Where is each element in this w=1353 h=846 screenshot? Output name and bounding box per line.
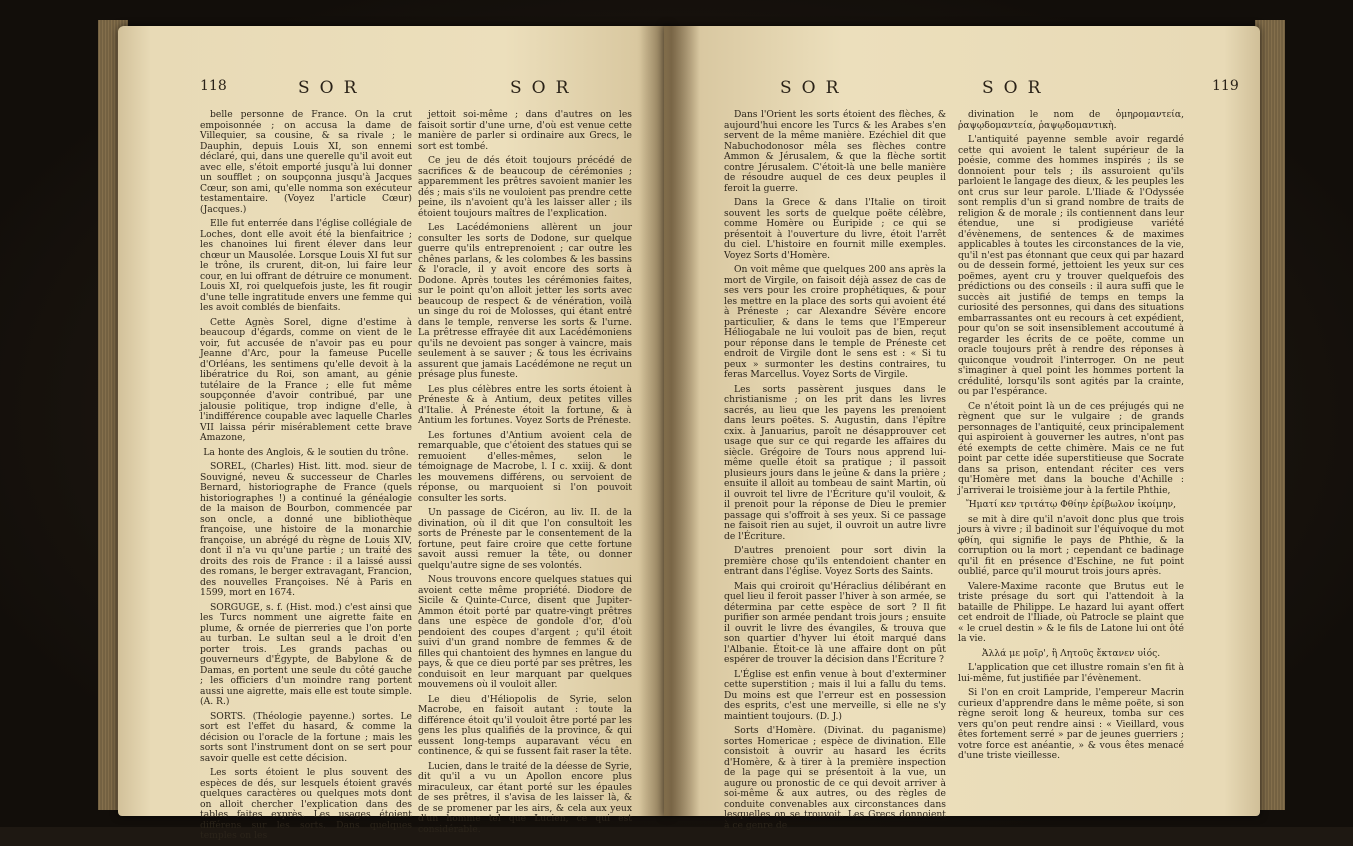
- paragraph: SORGUGE, s. f. (Hist. mod.) c'est ainsi que les Turcs nomment une aigrette faite en plume, & ornée de pierreries que l'on porte au turban. Le sultan seul a le droit d'en porter trois. Les grands pachas ou gouverneurs d'Égypte, de Babylone & de Damas, en portent une seule du côté gauche ; les officiers d'un moindre rang portent aussi une aigrette, mais elle est toute simple. (A. R.): [200, 601, 412, 707]
- right-running-head-col2: SOR: [982, 78, 1051, 98]
- paragraph: Les sorts passèrent jusques dans le christianisme ; on les prit dans les livres sacrés, au lieu que les payens les prenoient dans leurs poëtes. S. Augustin, dans l'épître cxix. à Januarius, paroît ne désapprouver cet usage que sur ce qui regarde les affaires du siècle. Grégoire de Tours nous apprend lui-même quelle étoit sa pratique ; il passoit plusieurs jours dans le jeûne & dans la prière ; ensuite il alloit au tombeau de saint Martin, où il ouvroit tel livre de l'Écriture qu'il vouloit, & il prenoit pour la réponse de Dieu le premier passage qui s'offroit à ses yeux. Si ce passage ne faisoit rien au sujet, il ouvroit un autre livre de l'Écriture.: [724, 383, 946, 542]
- right-page-number: 119: [1212, 78, 1239, 94]
- paragraph: Dans l'Orient les sorts étoient des flèches, & aujourd'hui encore les Turcs & les Arabes s'en servent de la même manière. Ezéchiel dit que Nabuchodonosor mêla ses flèches contre Ammon & Jérusalem, & que la flèche sortit contre Jérusalem. C'étoit-là une belle manière de résoudre auquel de ces deux peuples il feroit la guerre.: [724, 109, 946, 194]
- paragraph: L'Église est enfin venue à bout d'exterminer cette superstition ; mais il lui a fallu du tems. Du moins est que l'erreur est en possession des esprits, c'est une merveille, si elle ne s'y maintient toujours. (D. J.): [724, 668, 946, 722]
- paragraph: SORTS. (Théologie payenne.) sortes. Le sort est l'effet du hasard, & comme la décision ou l'oracle de la fortune ; mais les sorts sont l'instrument dont on se sert pour savoir quelle est cette décision.: [200, 710, 412, 764]
- paragraph: belle personne de France. On la crut empoisonnée ; on accusa la dame de Villequier, sa cousine, & sa rivale ; le Dauphin, depuis Louis XI, son ennemi déclaré, qui, dans une querelle qu'il avoit eut avec elle, s'étoit emporté jusqu'à lui donner un soufflet ; on soupçonna jusqu'à Jacques Cœur, son ami, qu'elle nomma son exécuteur testamentaire. (Voyez l'article Cœur) (Jacques.): [200, 109, 412, 215]
- paragraph: Les Lacédémoniens allèrent un jour consulter les sorts de Dodone, sur quelque guerre qu'ils entreprenoient ; car outre les chênes parlans, & les colombes & les bassins & l'oracle, il y avoit encore des sorts à Dodone. Après toutes les cérémonies faites, sur le point qu'on alloit jetter les sorts avec beaucoup de respect & de vénération, voilà un singe du roi de Molosses, qui étant entré dans le temple, renverse les sorts & l'urne. La prêtresse effrayée dit aux Lacédémoniens qu'ils ne devoient pas songer à vaincre, mais seulement à se sauver ; & tous les écrivains assurent que jamais Lacédémone ne reçut un présage plus funeste.: [418, 222, 632, 380]
- paragraph: L'application que cet illustre romain s'en fit à lui-même, fut justifiée par l'évènement.: [958, 662, 1184, 684]
- paragraph: Les sorts étoient le plus souvent des espèces de dés, sur lesquels étoient gravés quelques caractères ou quelques mots dont on alloit chercher l'explication dans des tables faites exprès. Les usages étoient différens sur les sorts. Dans quelques temples on les: [200, 767, 412, 841]
- right-column-2: [958, 110, 1184, 766]
- left-running-head-col2: SOR: [510, 78, 579, 98]
- paragraph: Nous trouvons encore quelques statues qui avoient cette même propriété. Diodore de Sicile & Quinte-Curce, disent que Jupiter-Ammon étoit porté par quatre-vingt prêtres dans une espèce de gondole d'or, d'où pendoient des coupes d'argent ; qu'il étoit suivi d'un grand nombre de femmes & de filles qui chantoient des hymnes en langue du pays, & que ce dieu porté par ses prêtres, les conduisoit en leur marquant par quelques mouvemens où il vouloit aller.: [418, 574, 632, 690]
- greek-verse: Ἤματί κεν τριτάτῳ Φθίην ἐρίβωλον ἱκοίμην,: [965, 499, 1177, 510]
- paragraph: Le dieu d'Héliopolis de Syrie, selon Macrobe, en faisoit autant : toute la différence étoit qu'il vouloit être porté par les gens les plus qualifiés de la province, & qui eussent long-temps auparavant vécu en continence, & qui se fussent fait raser la tête.: [418, 693, 632, 757]
- paragraph: Lucien, dans le traité de la déesse de Syrie, dit qu'il a vu un Apollon encore plus miraculeux, car étant porté sur les épaules de ses prêtres, il s'avisa de les laisser là, & de se promener par les airs, & cela aux yeux d'un homme tel que Lucien, ce qui est considérable.: [418, 760, 632, 835]
- paragraph: SOREL, (Charles) Hist. litt. mod. sieur de Souvigné, neveu & successeur de Charles Bernard, historiographe de France (quels historiographes !) a continué la généalogie de la maison de Bourbon, commencée par son oncle, a donné une bibliothèque françoise, une histoire de la monarchie françoise, un abrégé du règne de Louis XIV, dont il n'a vu qu'une partie ; un traité des droits des rois de France : il a laissé aussi des romans, le berger extravagant, Francion, des nouvelles Françoises. Né à Paris en 1599, mort en 1674.: [200, 461, 412, 598]
- right-column-1: [724, 110, 946, 835]
- paragraph: Mais qui croiroit qu'Héraclius délibérant en quel lieu il feroit passer l'hiver à son armée, se détermina par cette espèce de sort ? Il fit purifier son armée pendant trois jours ; ensuite il ouvrit le livre des évangiles, & trouva que son quartier d'hyver lui étoit marqué dans l'Albanie. Étoit-ce là une affaire dont on pût espérer de trouver la décision dans l'Écriture ?: [724, 580, 946, 665]
- paragraph: On voit même que quelques 200 ans après la mort de Virgile, on faisoit déjà assez de cas de ses vers pour les croire prophétiques, & pour les mettre en la place des sorts qui avoient été à Préneste ; car Alexandre Sévère encore particulier, & dans le tems que l'Empereur Héliogabale ne lui vouloit pas de bien, reçut pour réponse dans le temple de Préneste cet endroit de Virgile dont le sens est : « Si tu peux » surmonter les destins contraires, tu feras Marcellus. Voyez Sorts de Virgile.: [724, 264, 946, 380]
- right-running-head: SOR: [780, 78, 849, 98]
- left-page-number: 118: [200, 78, 227, 94]
- paragraph: se mit à dire qu'il n'avoit donc plus que trois jours à vivre ; il badinoit sur l'équivoque du mot φθίη, qui signifie le pays de Phthie, & la corruption ou la mort ; cependant ce badinage qu'il fit en présence d'Eschine, ne fut point oublié, parce qu'il mourut trois jours après.: [958, 513, 1184, 577]
- paragraph: Un passage de Cicéron, au liv. II. de la divination, où il dit que l'on consultoit les sorts de Préneste par le consentement de la fortune, peut faire croire que cette fortune savoit aussi remuer la tête, ou donner quelqu'autre signe de ses volontés.: [418, 507, 632, 571]
- paragraph: Valere-Maxime raconte que Brutus eut le triste présage du sort qui l'attendoit à la bataille de Philippe. Le hazard lui ayant offert cet endroit de l'Iliade, où Patrocle se plaint que « le cruel destin » & le fils de Latone lui ont ôté la vie.: [958, 580, 1184, 644]
- verse-line: La honte des Anglois, & le soutien du trône.: [203, 446, 409, 458]
- left-page: [118, 26, 670, 841]
- left-column-1: [200, 110, 412, 846]
- paragraph: Les plus célèbres entre les sorts étoient à Préneste & à Antium, deux petites villes d'Italie. À Préneste étoit la fortune, & à Antium les fortunes. Voyez Sorts de Préneste.: [418, 383, 632, 426]
- paragraph: Si l'on en croit Lampride, l'empereur Macrin curieux d'apprendre dans le même poëte, si son règne seroit long & heureux, tomba sur ces vers qu'on peut rendre ainsi : « Vieillard, vous êtes fortement serré » par de jeunes guerriers ; votre force est anéantie, » & vous êtes menacé d'une triste vieillesse.: [958, 687, 1184, 761]
- left-column-2: [418, 110, 632, 839]
- paragraph: D'autres prenoient pour sort divin la première chose qu'ils entendoient chanter en entrant dans l'église. Voyez Sorts des Saints.: [724, 545, 946, 577]
- paragraph: Sorts d'Homère. (Divinat. du paganisme) sortes Homericae ; espèce de divination. Elle consistoit à ouvrir au hasard les écrits d'Homère, & à tirer à la première inspection de la page qui se présentoit à la vue, un augure ou pronostic de ce qui devoit arriver à soi-même & aux autres, ou des règles de conduite convenables aux circonstances dans lesquelles on se trouvoit. Les Grecs donnoient à ce genre de: [724, 725, 946, 831]
- paragraph: jettoit soi-même ; dans d'autres on les faisoit sortir d'une urne, d'où est venue cette manière de parler si ordinaire aux Grecs, le sort est tombé.: [418, 109, 632, 152]
- right-page: [664, 26, 1260, 831]
- paragraph: Les fortunes d'Antium avoient cela de remarquable, que c'étoient des statues qui se remuoient d'elles-mêmes, selon le témoignage de Macrobe, l. I c. xxiij. & dont les mouvemens différens, ou servoient de réponse, ou marquoient si l'on pouvoit consulter les sorts.: [418, 429, 632, 504]
- paragraph: Cette Agnès Sorel, digne d'estime à beaucoup d'égards, comme on vient de le voir, fut accusée de n'avoir pas eu pour Jeanne d'Arc, pour la fameuse Pucelle d'Orléans, les sentimens qu'elle devoit à la libératrice du Roi, son amant, au génie tutélaire de la France ; elle fut même soupçonnée d'avoir contribué, par une jalousie politique, trop indigne d'elle, à l'indifférence coupable avec laquelle Charles VII laissa périr misérablement cette brave Amazone,: [200, 316, 412, 443]
- paragraph: Ce jeu de dés étoit toujours précédé de sacrifices & de beaucoup de cérémonies ; apparemment les prêtres savoient manier les dés ; mais s'ils ne vouloient pas prendre cette peine, ils n'avoient qu'à les laisser aller ; ils étoient toujours maîtres de l'explication.: [418, 155, 632, 219]
- paragraph: L'antiquité payenne semble avoir regardé cette qui avoient le talent supérieur de la poésie, comme des hommes inspirés ; ils se donnoient pour tels ; ils assuroient qu'ils parloient le langage des dieux, & les peuples les ont crus sur leur parole. L'Iliade & l'Odyssée sont remplis d'un si grand nombre de traits de religion & de morale ; ils contiennent dans leur étendue, une si prodigieuse variété d'évènemens, de sentences & de maximes applicables à toutes les circonstances de la vie, qu'il n'est pas étonnant que ceux qui par hazard ou de dessein formé, jettoient les yeux sur ces poëmes, ayent cru y trouver quelquefois des prédictions ou des conseils : il aura suffi que le succès ait justifié de temps en temps la curiosité des personnes, qui dans des situations embarrassantes ont eu recours à cet expédient, pour qu'on se soit insensiblement accoutumé à regarder les écrits de ce poëte, comme un oracle toujours prêt à rendre des réponses à quiconque voudroit l'interroger. On ne peut s'imaginer à quel point les hommes portent la crédulité, lorsqu'ils sont agités par la crainte, ou par l'espérance.: [958, 134, 1184, 397]
- paragraph: Elle fut enterrée dans l'église collégiale de Loches, dont elle avoit été la bienfaitrice ; les chanoines lui firent élever dans leur chœur un Mausolée. Lorsque Louis XI fut sur le trône, ils crurent, dit-on, lui faire leur cour, en lui offrant de détruire ce monument. Louis XI, roi quelquefois juste, les fit rougir d'une telle ingratitude envers une femme qui les avoit comblés de bienfaits.: [200, 218, 412, 313]
- paragraph: Ce n'étoit point là un de ces préjugés qui ne règnent que sur le vulgaire ; de grands personnages de l'antiquité, ceux principalement qui aspiroient à gouverner les autres, n'ont pas été exempts de cette chimère. Mais ce ne fut point par cette idée superstitieuse que Socrate dans sa prison, entendant réciter ces vers qu'Homère met dans la bouche d'Achille : j'arriverai le troisième jour à la fertile Phthie,: [958, 400, 1184, 496]
- paragraph: divination le nom de ὁμηρομαντεία, ῥαψῳδομαντεία, ῥαψῳδομαντικὴ.: [958, 109, 1184, 131]
- paragraph: Dans la Grece & dans l'Italie on tiroit souvent les sorts de quelque poëte célèbre, comme Homère ou Euripide ; ce qui se présentoit à l'ouverture du livre, étoit l'arrêt du ciel. L'histoire en fournit mille exemples. Voyez Sorts d'Homère.: [724, 197, 946, 261]
- greek-verse: Ἀλλά με μοῖρ', ἢ Λητοῦς ἔκτανεν υἱός.: [981, 647, 1161, 659]
- left-running-head: SOR: [298, 78, 367, 98]
